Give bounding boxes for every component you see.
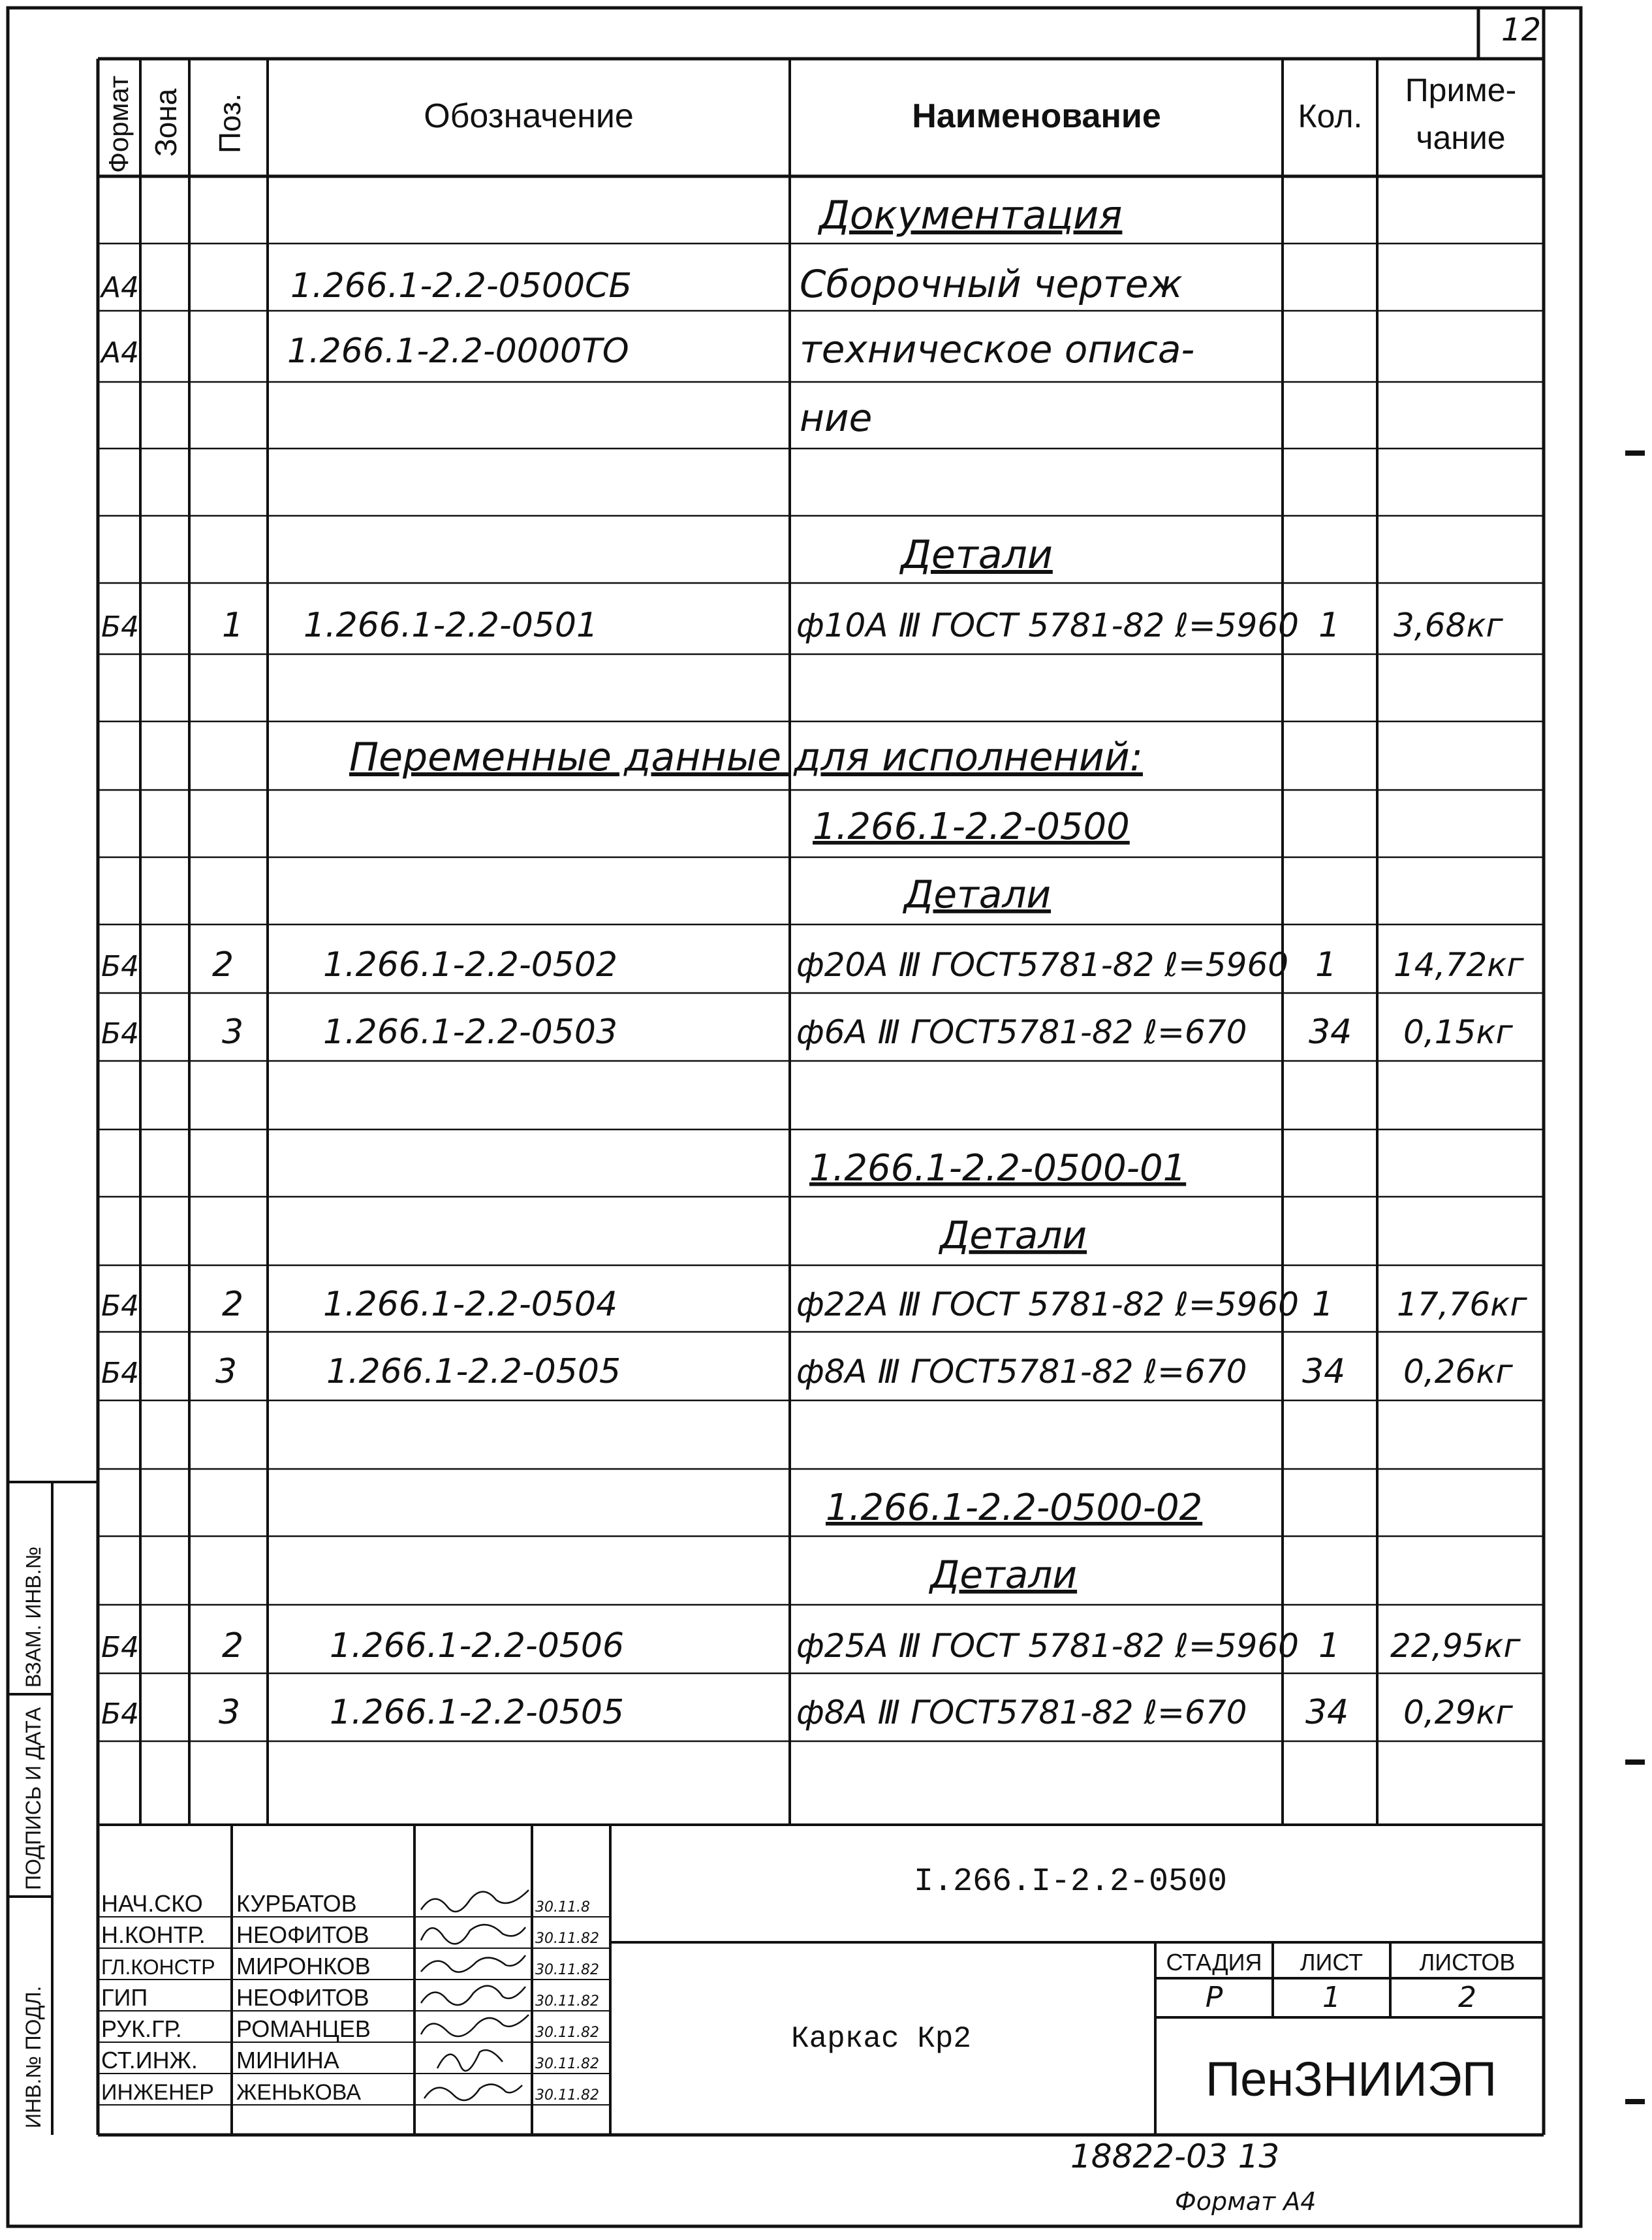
v1-r2-name: ф20А Ⅲ ГОСТ5781-82 ℓ=5960 xyxy=(796,946,1289,984)
sig-role-5: РУК.ГР. xyxy=(101,2015,182,2042)
v3-r3-note: 0,29кг xyxy=(1403,1694,1513,1731)
table-grid xyxy=(98,59,1544,1825)
v1-r3-pos: 3 xyxy=(222,1013,244,1052)
row-doc1-format: A4 xyxy=(101,271,140,304)
sig-role-3: ГЛ.КОНСТР xyxy=(101,1955,215,1979)
header-note-1: Приме- xyxy=(1405,72,1517,108)
page-number: 12 xyxy=(1501,12,1542,48)
stamp-podpis-data: ПОДПИСЬ И ДАТА xyxy=(22,1707,45,1890)
sig-date-3: 30.11.82 xyxy=(535,1962,599,1978)
v2-r3-note: 0,26кг xyxy=(1403,1353,1513,1391)
v2-r3-designation: 1.266.1-2.2-0505 xyxy=(326,1352,621,1391)
section-details: Детали xyxy=(901,532,1053,578)
header-name: Наименование xyxy=(912,97,1161,135)
v2-r2-qty: 1 xyxy=(1312,1285,1334,1324)
title-designation: I.266.I-2.2-0500 xyxy=(913,1863,1228,1901)
v1-r3-designation: 1.266.1-2.2-0503 xyxy=(323,1013,618,1052)
sig-name-6: МИНИНА xyxy=(236,2047,339,2074)
product-name: Каркас Кр2 xyxy=(790,2022,972,2056)
sig-role-4: ГИП xyxy=(101,1984,148,2011)
v2-r2-pos: 2 xyxy=(222,1285,244,1324)
row-p1-name: ф10А Ⅲ ГОСТ 5781-82 ℓ=5960 xyxy=(796,607,1299,644)
format-label: Формат А4 xyxy=(1175,2187,1317,2216)
section-documentation: Документация xyxy=(819,193,1123,238)
v3-r2-designation: 1.266.1-2.2-0506 xyxy=(330,1626,625,1665)
v1-r2-pos: 2 xyxy=(212,945,234,985)
v1-r3-format: Б4 xyxy=(101,1017,140,1050)
row-p1-format: Б4 xyxy=(101,610,140,644)
row-doc2-name: техническое описа- xyxy=(800,327,1195,371)
header-zone: Зона xyxy=(149,88,183,157)
sig-role-1: НАЧ.СКО xyxy=(101,1890,203,1917)
v2-r2-note: 17,76кг xyxy=(1397,1286,1527,1323)
row-p1-qty: 1 xyxy=(1318,606,1341,645)
sheets-label: ЛИСТОВ xyxy=(1419,1949,1516,1976)
v3-r2-note: 22,95кг xyxy=(1390,1627,1521,1665)
variant3-details: Детали xyxy=(930,1553,1078,1597)
v1-r3-name: ф6А Ⅲ ГОСТ5781-82 ℓ=670 xyxy=(796,1013,1247,1051)
row-p1-designation: 1.266.1-2.2-0501 xyxy=(304,606,599,645)
row-doc2-format: A4 xyxy=(101,336,140,370)
v3-r2-format: Б4 xyxy=(101,1631,140,1664)
signature-scribbles xyxy=(421,1890,529,2100)
sig-date-4: 30.11.82 xyxy=(535,1993,599,2010)
v3-r2-qty: 1 xyxy=(1318,1626,1341,1665)
v1-r2-qty: 1 xyxy=(1315,945,1337,985)
header-pos: Поз. xyxy=(213,93,247,153)
v2-r3-qty: 34 xyxy=(1302,1352,1346,1391)
v2-r2-designation: 1.266.1-2.2-0504 xyxy=(323,1285,618,1324)
sig-role-6: СТ.ИНЖ. xyxy=(101,2047,198,2074)
sig-name-1: КУРБАТОВ xyxy=(236,1890,357,1917)
sheet-value: 1 xyxy=(1322,1981,1341,2014)
v1-r3-qty: 34 xyxy=(1309,1013,1352,1052)
sig-date-6: 30.11.82 xyxy=(535,2056,599,2072)
header-designation: Обозначение xyxy=(424,97,634,135)
sheet-label: ЛИСТ xyxy=(1300,1949,1364,1976)
v1-r2-note: 14,72кг xyxy=(1394,946,1524,984)
v3-r3-pos: 3 xyxy=(219,1693,241,1732)
header-format: Формат xyxy=(103,75,134,173)
variant1-title: 1.266.1-2.2-0500 xyxy=(813,806,1130,848)
sig-date-2: 30.11.82 xyxy=(535,1931,599,1947)
variant3-title: 1.266.1-2.2-0500-02 xyxy=(826,1487,1203,1529)
sig-date-1: 30.11.8 xyxy=(535,1899,590,1916)
v3-r3-format: Б4 xyxy=(101,1697,140,1731)
v3-r2-name: ф25А Ⅲ ГОСТ 5781-82 ℓ=5960 xyxy=(796,1627,1299,1665)
v1-r2-designation: 1.266.1-2.2-0502 xyxy=(323,945,618,985)
archive-number: 18822-03 13 xyxy=(1070,2137,1280,2175)
v1-r2-format: Б4 xyxy=(101,950,140,983)
stage-label: СТАДИЯ xyxy=(1166,1949,1262,1976)
sig-role-2: Н.КОНТР. xyxy=(101,1921,206,1948)
v3-r3-name: ф8А Ⅲ ГОСТ5781-82 ℓ=670 xyxy=(796,1694,1247,1731)
v3-r2-pos: 2 xyxy=(222,1626,244,1665)
v3-r3-designation: 1.266.1-2.2-0505 xyxy=(330,1693,625,1732)
v2-r3-format: Б4 xyxy=(101,1357,140,1390)
variable-data-title: Переменные данные для исполнений: xyxy=(349,734,1143,780)
sig-name-4: НЕОФИТОВ xyxy=(236,1984,369,2011)
header-qty: Кол. xyxy=(1298,98,1363,134)
sig-name-2: НЕОФИТОВ xyxy=(236,1921,369,1948)
sheets-value: 2 xyxy=(1458,1981,1476,2014)
header-note-2: чание xyxy=(1416,119,1506,156)
stage-value: Р xyxy=(1205,1981,1223,2014)
row-p1-pos: 1 xyxy=(222,606,244,645)
signature-table xyxy=(101,1890,599,2105)
organization-name: ПенЗНИИЭП xyxy=(1205,2052,1497,2106)
sig-name-3: МИРОНКОВ xyxy=(236,1953,371,1980)
row-doc2-designation: 1.266.1-2.2-0000ТО xyxy=(287,332,629,371)
row-doc1-name: Сборочный чертеж xyxy=(800,262,1183,306)
v1-r3-note: 0,15кг xyxy=(1403,1013,1513,1051)
sig-date-7: 30.11.82 xyxy=(535,2087,599,2104)
row-doc1-designation: 1.266.1-2.2-0500СБ xyxy=(290,266,632,306)
sig-name-5: РОМАНЦЕВ xyxy=(236,2015,371,2042)
stamp-inv-podl: ИНВ.№ ПОДЛ. xyxy=(22,1985,45,2128)
row-doc2-name-cont: ние xyxy=(800,396,873,440)
row-p1-note: 3,68кг xyxy=(1394,607,1503,644)
v3-r3-qty: 34 xyxy=(1305,1693,1349,1732)
v2-r2-format: Б4 xyxy=(101,1289,140,1323)
sig-name-7: ЖЕНЬКОВА xyxy=(236,2080,362,2105)
sig-role-7: ИНЖЕНЕР xyxy=(101,2080,214,2105)
v2-r3-pos: 3 xyxy=(215,1352,238,1391)
sig-date-5: 30.11.82 xyxy=(535,2025,599,2041)
v2-r2-name: ф22А Ⅲ ГОСТ 5781-82 ℓ=5960 xyxy=(796,1286,1299,1323)
edge-marks xyxy=(1625,450,1645,2104)
stamp-vzam-inv: ВЗАМ. ИНВ.№ xyxy=(22,1546,45,1688)
spec-table-body xyxy=(99,193,1527,1732)
variant2-details: Детали xyxy=(940,1213,1087,1257)
variant1-details: Детали xyxy=(904,872,1052,917)
v2-r3-name: ф8А Ⅲ ГОСТ5781-82 ℓ=670 xyxy=(796,1353,1247,1391)
variant2-title: 1.266.1-2.2-0500-01 xyxy=(809,1147,1187,1190)
